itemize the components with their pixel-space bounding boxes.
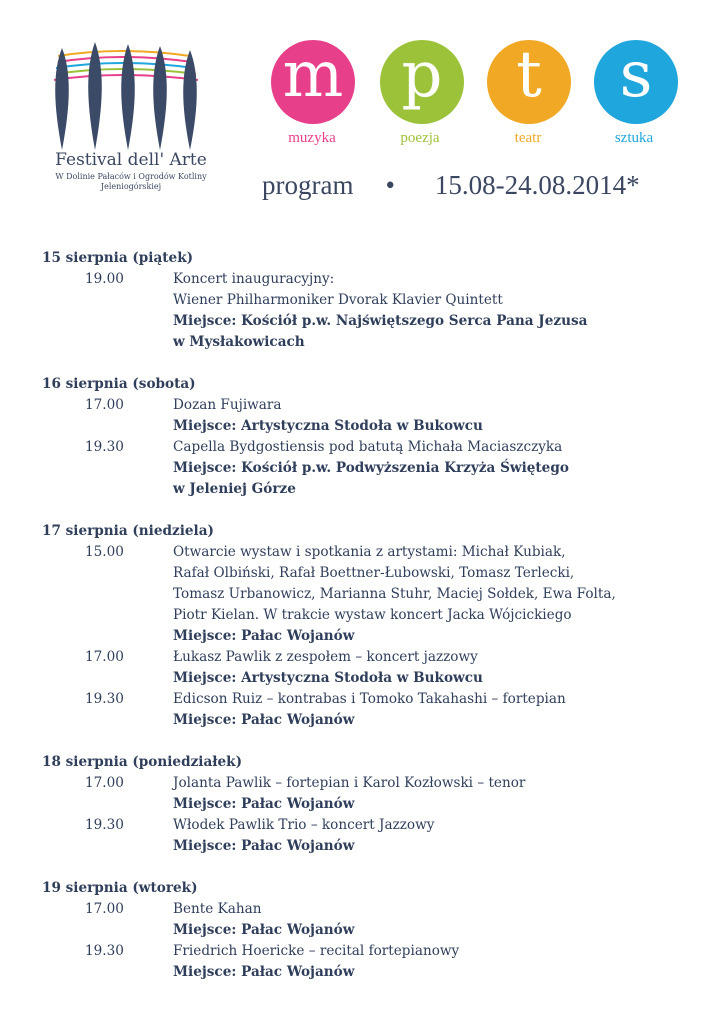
event-row <box>42 668 702 689</box>
event-row <box>42 479 702 500</box>
event-description: Tomasz Urbanowicz, Marianna Stuhr, Maciej Sołdek, Ewa Folta, <box>173 586 616 602</box>
day-title: 15 sierpnia (piątek) <box>42 250 194 266</box>
event-row <box>42 395 702 416</box>
event-venue: Miejsce: Kościół p.w. Najświętszego Serca Pana Jezusa <box>173 313 588 329</box>
badge-s-icon <box>594 40 678 124</box>
badge-p-icon <box>380 40 464 124</box>
event-time: 17.00 <box>85 397 124 413</box>
event-row <box>42 458 702 479</box>
event-row <box>42 605 702 626</box>
event-description: Friedrich Hoericke – recital fortepianowy <box>173 943 460 959</box>
date-range: 15.08-24.08.2014* <box>434 170 640 200</box>
event-time: 17.00 <box>85 775 124 791</box>
event-time: 15.00 <box>85 544 124 560</box>
event-description: Dozan Fujiwara <box>173 397 282 413</box>
day-section <box>42 374 702 500</box>
event-time: 17.00 <box>85 649 124 665</box>
badge-letter: m <box>282 38 344 112</box>
badge-m-icon <box>271 40 355 124</box>
event-description: Otwarcie wystaw i spotkania z artystami: Michał Kubiak, <box>173 544 566 560</box>
event-venue: w Mysłakowicach <box>173 334 305 350</box>
badge-letter: s <box>619 38 653 112</box>
day-section <box>42 878 702 983</box>
event-row <box>42 626 702 647</box>
event-venue: Miejsce: Kościół p.w. Podwyższenia Krzyża Świętego <box>173 460 569 476</box>
separator-dot: • <box>385 170 395 200</box>
event-row <box>42 689 702 710</box>
event-row <box>42 563 702 584</box>
event-description: Wiener Philharmoniker Dvorak Klavier Quintett <box>173 292 503 308</box>
event-row <box>42 269 702 290</box>
event-row <box>42 647 702 668</box>
event-time: 19.30 <box>85 817 124 833</box>
event-venue: Miejsce: Pałac Wojanów <box>173 796 355 812</box>
event-row <box>42 416 702 437</box>
event-description: Capella Bydgostiensis pod batutą Michała Maciaszczyka <box>173 439 563 455</box>
day-title: 16 sierpnia (sobota) <box>42 376 196 392</box>
event-time: 19.00 <box>85 271 124 287</box>
event-time: 19.30 <box>85 943 124 959</box>
event-venue: Miejsce: Pałac Wojanów <box>173 922 355 938</box>
event-row <box>42 290 702 311</box>
day-title: 18 sierpnia (poniedziałek) <box>42 754 242 770</box>
event-row <box>42 836 702 857</box>
badge-letter: t <box>516 38 542 112</box>
label-teatr: teatr <box>514 130 542 146</box>
event-row <box>42 542 702 563</box>
badge-t-icon <box>487 40 571 124</box>
event-venue: Miejsce: Pałac Wojanów <box>173 964 355 980</box>
day-section <box>42 521 702 731</box>
event-row <box>42 794 702 815</box>
event-row <box>42 710 702 731</box>
event-description: Rafał Olbiński, Rafał Boettner-Łubowski, Tomasz Terlecki, <box>173 565 575 581</box>
event-description: Bente Kahan <box>173 901 262 917</box>
day-title: 17 sierpnia (niedziela) <box>42 523 214 539</box>
event-description: Koncert inauguracyjny: <box>173 271 335 287</box>
event-venue: Miejsce: Artystyczna Stodoła w Bukowcu <box>173 418 483 434</box>
event-venue: Miejsce: Pałac Wojanów <box>173 628 355 644</box>
day-section <box>42 752 702 857</box>
event-row <box>42 941 702 962</box>
event-row <box>42 332 702 353</box>
event-row <box>42 311 702 332</box>
event-time: 19.30 <box>85 691 124 707</box>
day-title: 19 sierpnia (wtorek) <box>42 880 198 896</box>
event-description: Edicson Ruiz – kontrabas i Tomoko Takahashi – fortepian <box>173 691 566 707</box>
day-section <box>42 248 702 353</box>
program-heading <box>262 170 712 201</box>
schedule <box>42 248 702 1004</box>
label-muzyka: muzyka <box>288 130 336 146</box>
cypress-trees-icon <box>40 38 220 153</box>
event-description: Piotr Kielan. W trakcie wystaw koncert Jacka Wójcickiego <box>173 607 572 623</box>
event-row <box>42 815 702 836</box>
event-venue: w Jeleniej Górze <box>173 481 296 497</box>
event-description: Jolanta Pawlik – fortepian i Karol Kozłowski – tenor <box>173 775 526 791</box>
program-word: program <box>262 170 354 200</box>
event-time: 19.30 <box>85 439 124 455</box>
event-description: Łukasz Pawlik z zespołem – koncert jazzowy <box>173 649 478 665</box>
event-row <box>42 437 702 458</box>
event-venue: Miejsce: Artystyczna Stodoła w Bukowcu <box>173 670 483 686</box>
event-venue: Miejsce: Pałac Wojanów <box>173 838 355 854</box>
event-time: 17.00 <box>85 901 124 917</box>
event-row <box>42 920 702 941</box>
event-row <box>42 899 702 920</box>
festival-name: Festival dell' Arte <box>55 150 207 170</box>
event-row <box>42 773 702 794</box>
badge-letter: p <box>401 38 443 112</box>
event-venue: Miejsce: Pałac Wojanów <box>173 712 355 728</box>
label-poezja: poezja <box>400 130 440 146</box>
festival-subtitle: W Dolinie Pałaców i Ogrodów Kotliny Jeleniogórskiej <box>55 172 207 191</box>
event-description: Włodek Pawlik Trio – koncert Jazzowy <box>173 817 435 833</box>
label-sztuka: sztuka <box>614 130 654 146</box>
event-row <box>42 584 702 605</box>
event-row <box>42 962 702 983</box>
